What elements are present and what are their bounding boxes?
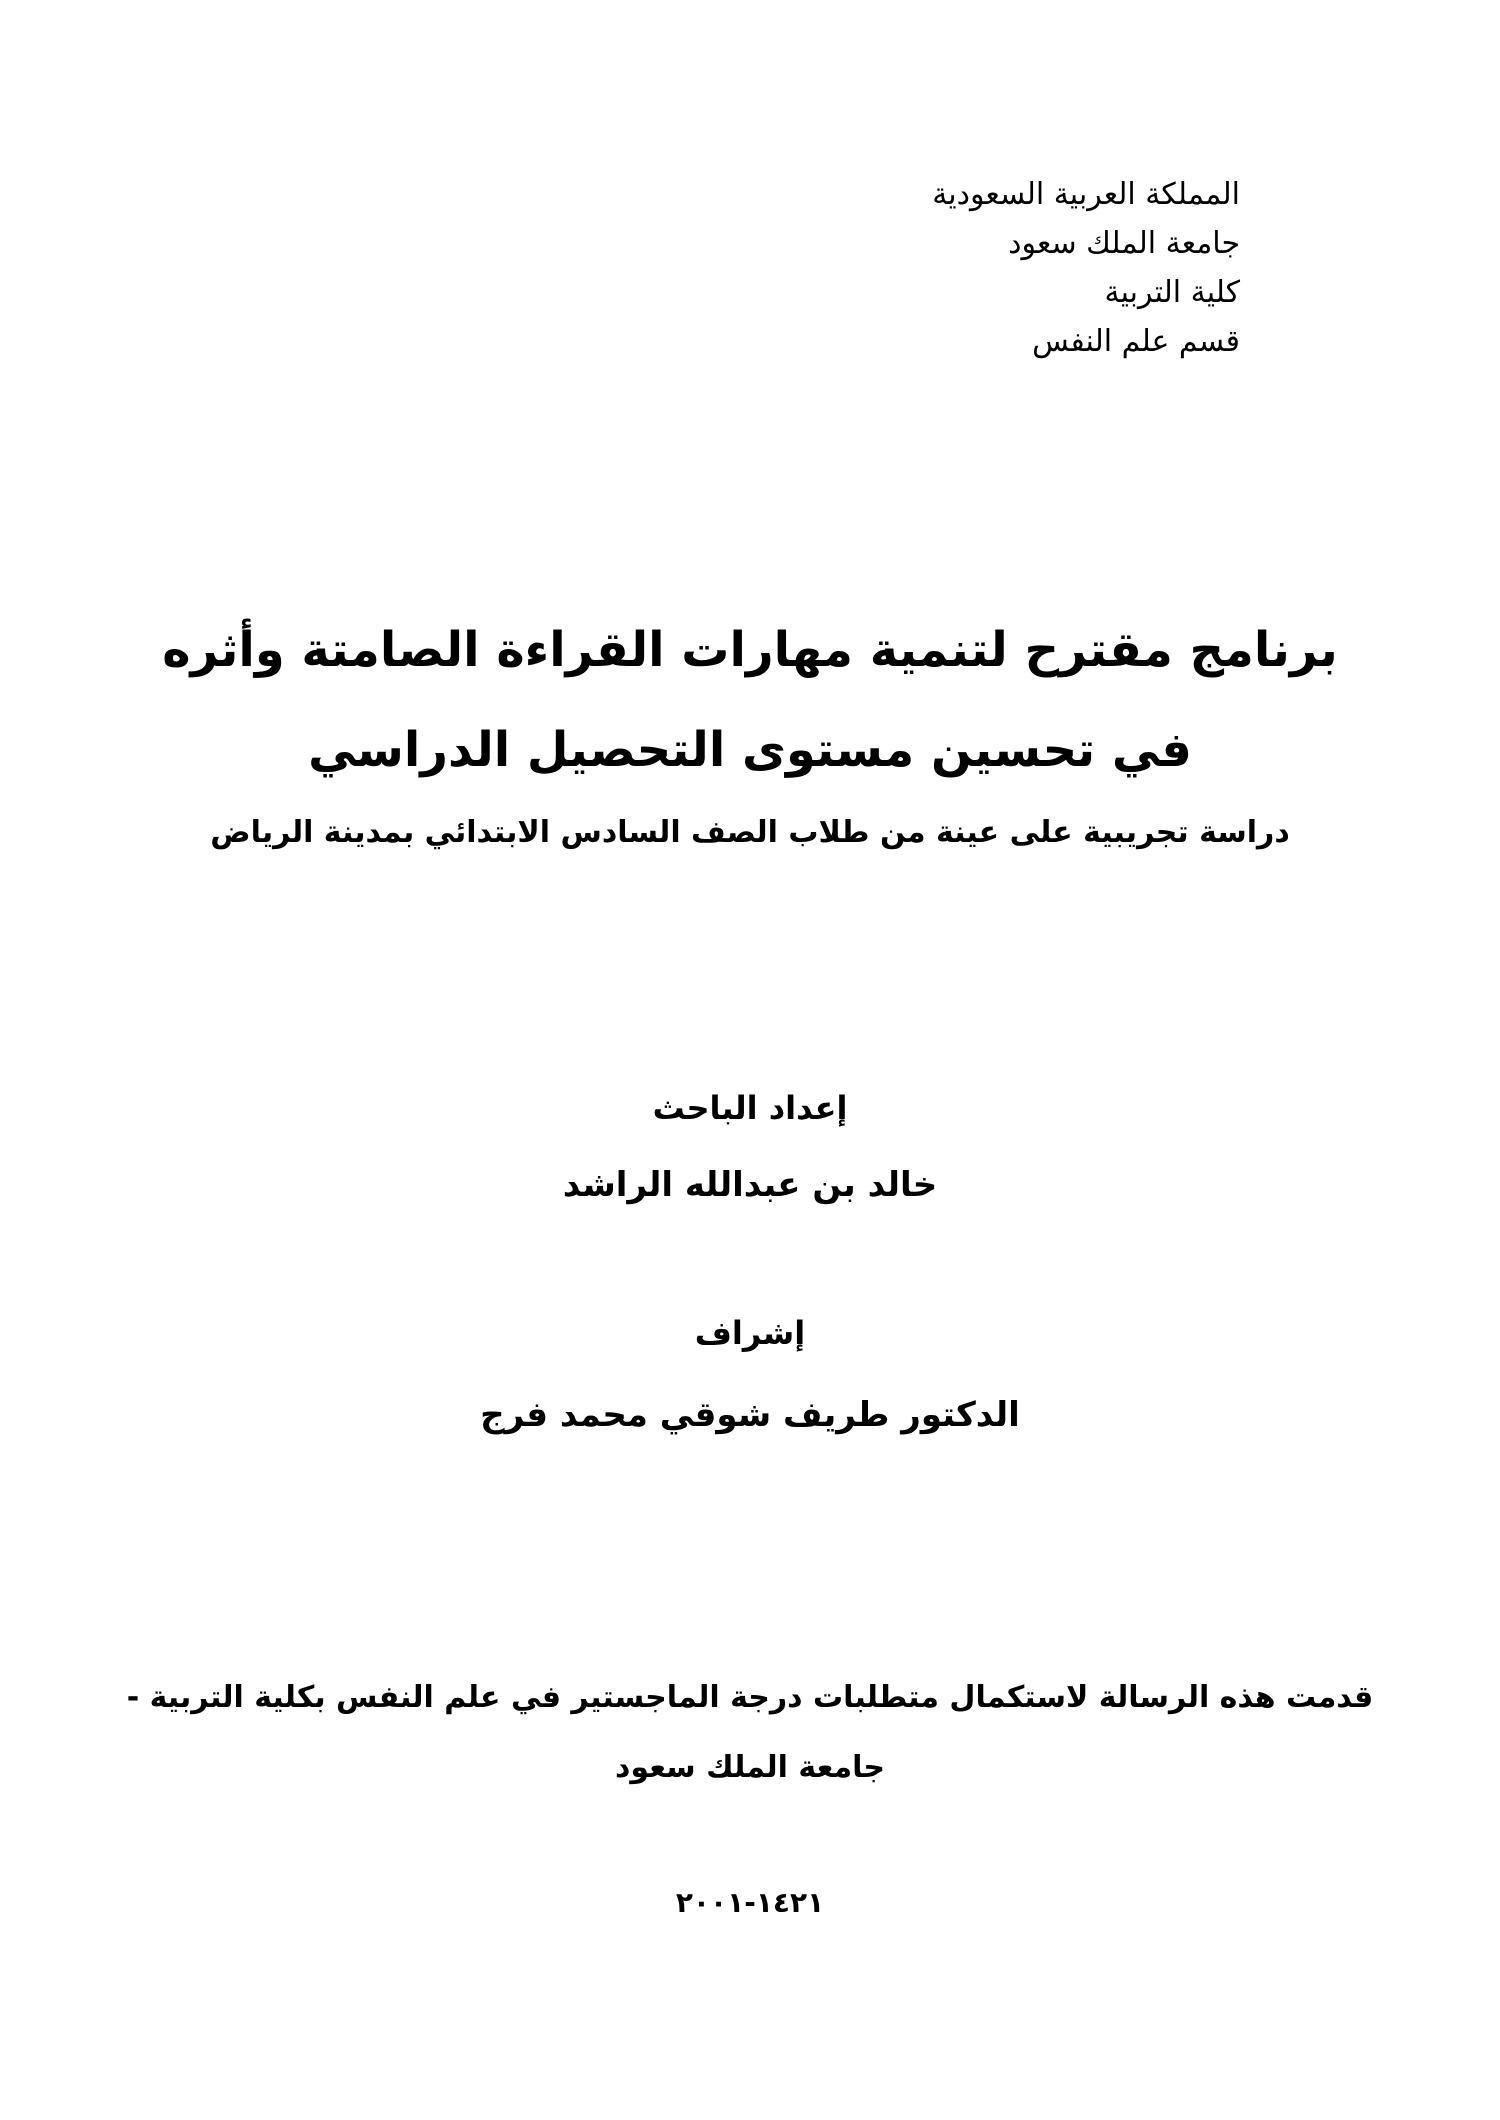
supervisor-name: الدكتور طريف شوقي محمد فرج [480,1395,1020,1435]
university-name: جامعة الملك سعود [1008,226,1240,261]
institution-header [720,170,1240,366]
thesis-title-line-1: برنامج مقترح لتنمية مهارات القراءة الصامتة وأثره [162,622,1338,678]
college-name: كلية التربية [1104,275,1240,310]
supervision-label: إشراف [694,1314,806,1352]
researcher-name: خالد بن عبدالله الراشد [562,1165,938,1205]
prepared-by-label: إعداد الباحث [652,1089,848,1127]
thesis-title-line-2: في تحسين مستوى التحصيل الدراسي [308,722,1192,778]
submission-statement-line-1: قدمت هذه الرسالة لاستكمال متطلبات درجة الماجستير في علم النفس بكلية التربية - [126,1680,1374,1715]
thesis-subtitle: دراسة تجريبية على عينة من طلاب الصف السادس الابتدائي بمدينة الرياض [210,815,1290,850]
submission-statement-line-2: جامعة الملك سعود [615,1750,885,1785]
country-name: المملكة العربية السعودية [932,177,1240,212]
department-name: قسم علم النفس [1032,324,1240,359]
submission-year: ١٤٢١-٢٠٠١ [675,1886,825,1919]
